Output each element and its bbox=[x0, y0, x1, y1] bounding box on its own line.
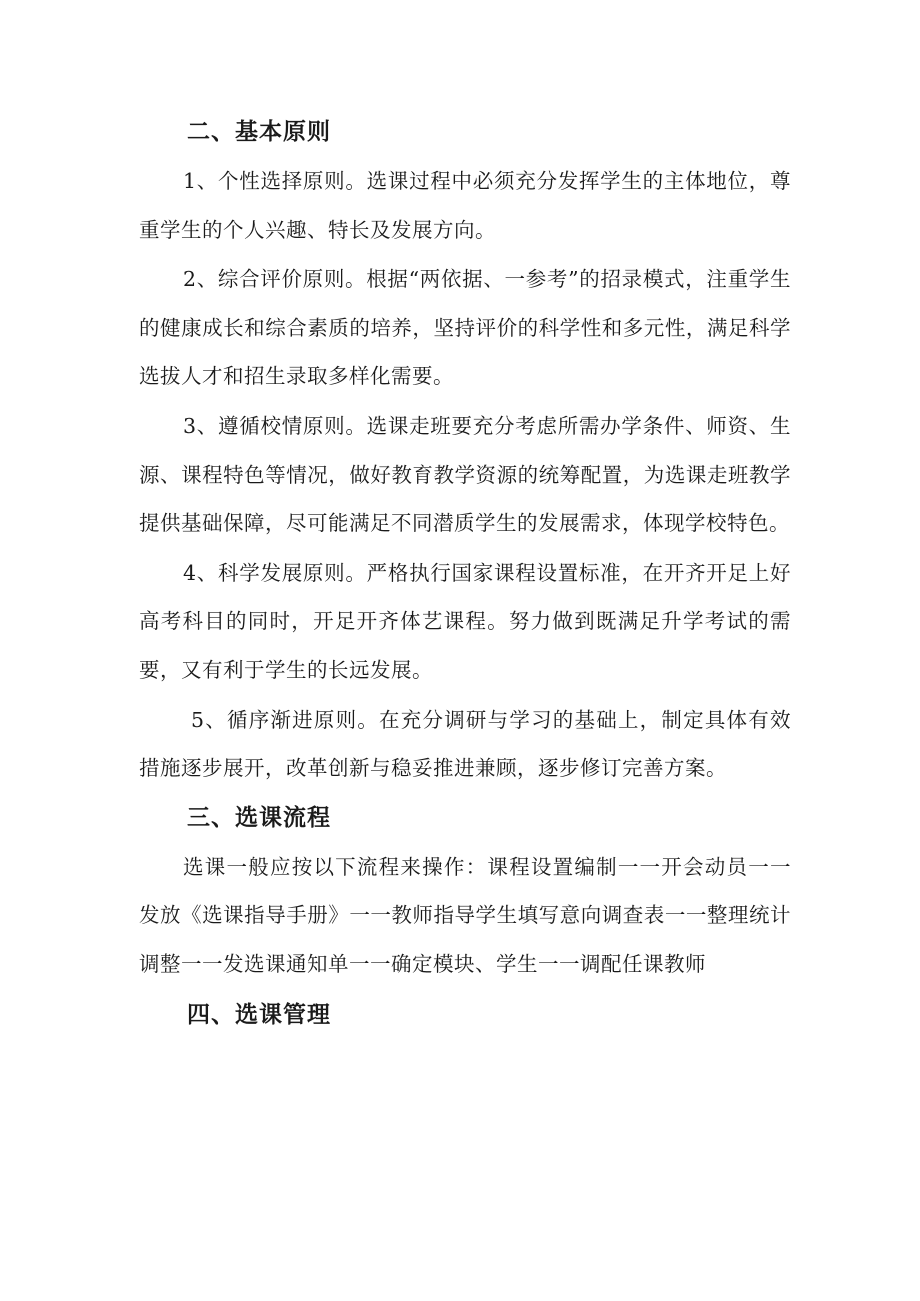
section-heading-basic-principles: 二、基本原则 bbox=[187, 119, 331, 145]
paragraph-process-steps: 选课一般应按以下流程来操作：课程设置编制一一开会动员一一发放《选课指导手册》一一教师指导学生填写意向调查表一一整理统计调整一一发选课通知单一一确定模块、学生一一调配任课教师 bbox=[139, 854, 791, 976]
section-heading-course-selection-management: 四、选课管理 bbox=[187, 1001, 331, 1028]
paragraph-comprehensive-evaluation: 2、综合评价原则。根据“两依据、一参考”的招录模式，注重学生的健康成长和综合素质的培养，坚持评价的科学性和多元性，满足科学选拔人才和招生录取多样化需要。 bbox=[139, 267, 791, 389]
paragraph-school-conditions: 3、遵循校情原则。选课走班要充分考虑所需办学条件、师资、生源、课程特色等情况，做好教育教学资源的统筹配置，为选课走班教学提供基础保障，尽可能满足不同潜质学生的发展需求，体现学校特色。 bbox=[139, 413, 791, 536]
paragraph-scientific-development: 4、科学发展原则。严格执行国家课程设置标准，在开齐开足上好高考科目的同时，开足开齐体艺课程。努力做到既满足升学考试的需要，又有利于学生的长远发展。 bbox=[139, 560, 791, 682]
document-body bbox=[139, 108, 791, 1039]
paragraph-individual-choice: 1、个性选择原则。选课过程中必须充分发挥学生的主体地位，尊重学生的个人兴趣、特长及发展方向。 bbox=[139, 169, 791, 242]
paragraph-gradual-progress: 5、循序渐进原则。在充分调研与学习的基础上，制定具体有效措施逐步展开，改革创新与稳妥推进兼顾，逐步修订完善方案。 bbox=[139, 707, 791, 781]
section-heading-course-selection-process: 三、选课流程 bbox=[187, 804, 331, 831]
